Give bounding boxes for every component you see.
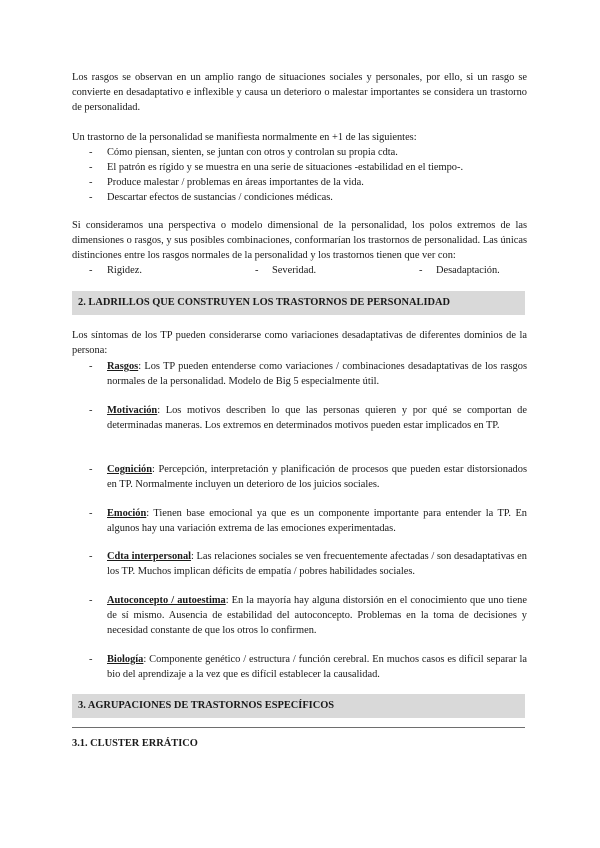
dash-marker: - [89, 405, 93, 416]
item-term: Cdta interpersonal [107, 551, 192, 562]
intro-paragraph-3: Si consideramos una perspectiva o modelo dimensional de la personalidad, los polos extremos de las dimensiones o rasgos, y sus posibles combinaciones, conformarían los trastornos de personalidad. Las únicas distinciones entre los rasgos normales de la personalidad y los trastornos tienen que ver con: [72, 220, 527, 261]
item-text: : En la mayoría hay alguna distorsión en el conocimiento que uno tiene de sí mismo. Ausencia de estabilidad del autoconcepto. Problemas en la toma de decisiones y necesidad constante de que los otros lo confirmen. [107, 595, 527, 636]
inline-item-desadaptacion: Desadaptación. [436, 265, 500, 276]
item-text: : Los TP pueden entenderse como variaciones / combinaciones desadaptativas de los rasgos normales de la personalidad. Modelo de Big 5 especialmente útil. [107, 361, 527, 387]
item-term: Rasgos [107, 361, 139, 372]
list-item: - Descartar efectos de sustancias / condiciones médicas. [72, 190, 527, 205]
item-term: Motivación [107, 405, 158, 416]
item-text: : Las relaciones sociales se ven frecuentemente afectadas / son desadaptativas en los TP. Muchos implican déficits de empatía / pobres habilidades sociales. [107, 551, 527, 577]
intro-paragraph-1: Los rasgos se observan en un amplio rango de situaciones sociales y personales, por ello, si un rasgo se convierte en desadaptativo e inflexible y causa un deterioro o malestar importantes se considera un trastorno de personalidad. [72, 72, 527, 113]
item-text: : Los motivos describen lo que las personas quieren y por qué se comportan de determinadas maneras. Los extremos en determinados motivos pueden estar implicados en TP. [107, 405, 527, 431]
dash-marker: - [89, 508, 93, 519]
distinctions-inline-list [72, 263, 527, 278]
dash-marker: - [255, 265, 259, 276]
dash-marker: - [89, 654, 93, 665]
dash-marker: - [89, 551, 93, 562]
dash-marker: - [89, 464, 93, 475]
section-2-intro: Los síntomas de los TP pueden considerarse como variaciones desadaptativas de diferentes dominios de la persona: [72, 330, 527, 356]
item-term: Emoción [107, 508, 147, 519]
section-2-heading: 2. LADRILLOS QUE CONSTRUYEN LOS TRASTORNOS DE PERSONALIDAD [72, 291, 525, 315]
item-text: : Percepción, interpretación y planificación de procesos que pueden estar distorsionados en TP. Normalmente incluyen un deterioro de los juicios sociales. [107, 464, 527, 490]
inline-item-severidad: Severidad. [272, 265, 317, 276]
list-item: - Cómo piensan, sienten, se juntan con otros y controlan su propia cdta. [72, 145, 527, 160]
inline-item-rigidez: Rigidez. [107, 265, 142, 276]
item-text: : Componente genético / estructura / función cerebral. En muchos casos es difícil separar la bio del aprendizaje a la vez que es difícil establecer la causalidad. [107, 654, 527, 680]
manifestations-list [72, 145, 527, 205]
dash-marker: - [89, 595, 93, 606]
list-item: - Produce malestar / problemas en áreas importantes de la vida. [72, 175, 527, 190]
intro-paragraph-2: Un trastorno de la personalidad se manifiesta normalmente en +1 de las siguientes: [72, 132, 417, 143]
divider [72, 727, 525, 728]
subsection-heading: 3.1. CLUSTER ERRÁTICO [72, 738, 198, 749]
item-term: Biología [107, 654, 144, 665]
dash-marker: - [419, 265, 423, 276]
dash-marker: - [89, 265, 93, 276]
dash-marker: - [89, 361, 93, 372]
section-3-heading: 3. AGRUPACIONES DE TRASTORNOS ESPECÍFICOS [72, 694, 525, 718]
item-term: Cognición [107, 464, 153, 475]
list-item: - El patrón es rígido y se muestra en una serie de situaciones -estabilidad en el tiempo-. [72, 160, 527, 175]
item-term: Autoconcepto / autoestima [107, 595, 226, 606]
item-text: : Tienen base emocional ya que es un componente importante para entender la TP. En algunos hay una variación extrema de las emociones experimentadas. [107, 508, 527, 534]
